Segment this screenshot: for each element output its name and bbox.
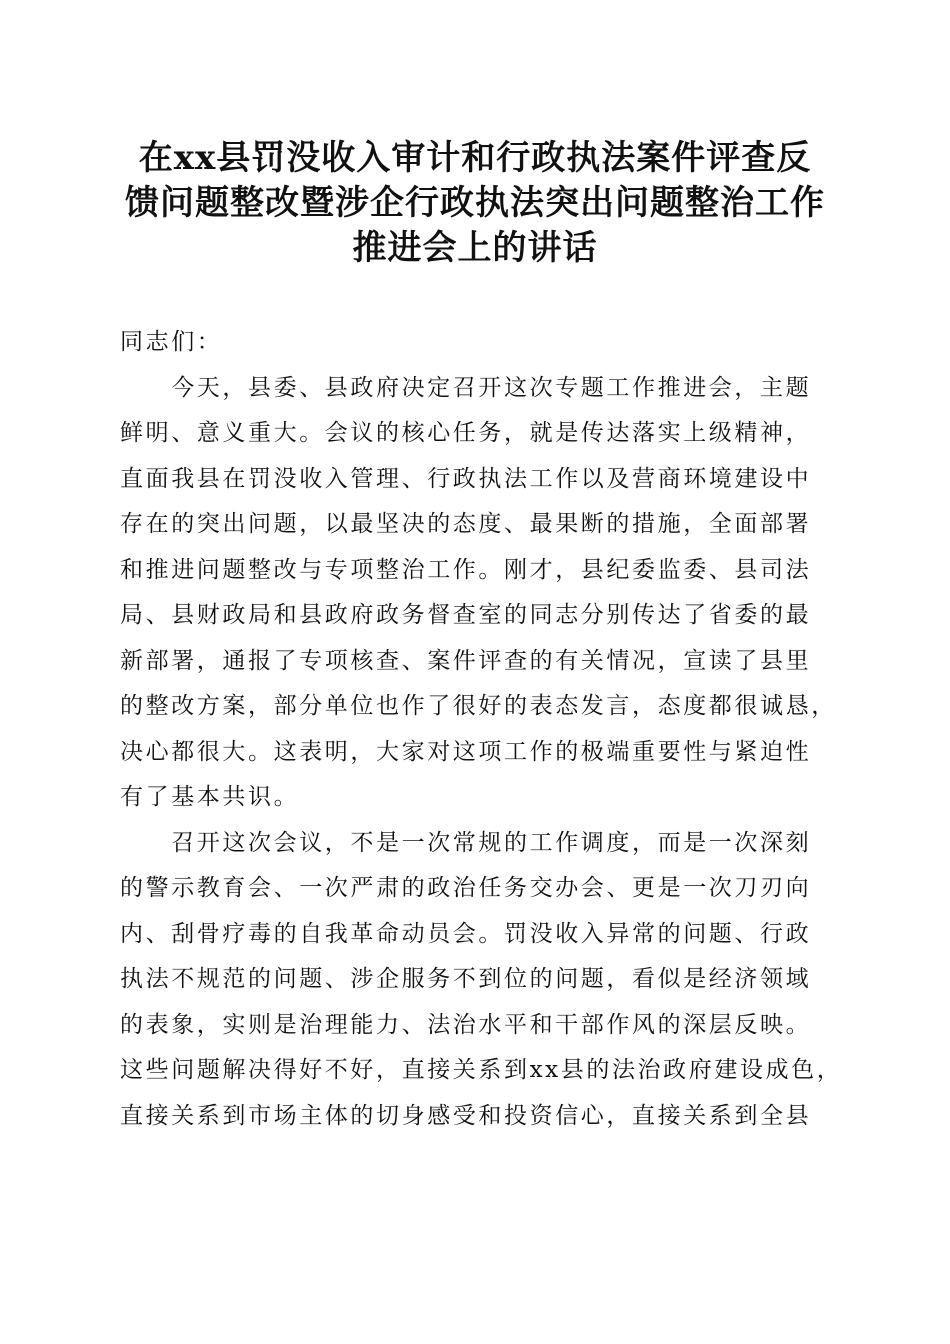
paragraph-line: 执法不规范的问题、涉企服务不到位的问题，看似是经济领域 <box>120 966 812 992</box>
title-line-2: 馈问题整改暨涉企行政执法突出问题整治工作 <box>125 183 825 223</box>
paragraph-line: 这些问题解决得好不好，直接关系到xx县的法治政府建设成色， <box>120 1057 843 1083</box>
document-body <box>120 320 843 1139</box>
paragraph-line: 内、刮骨疗毒的自我革命动员会。罚没收入异常的问题、行政 <box>120 920 812 947</box>
paragraph-line: 的警示教育会、一次严肃的政治任务交办会、更是一次刀刃向 <box>120 875 812 901</box>
paragraph-2 <box>120 821 843 1140</box>
salutation: 同志们： <box>120 329 223 355</box>
document-title <box>110 136 840 271</box>
paragraph-line: 的表象，实则是治理能力、法治水平和干部作风的深层反映。 <box>120 1011 812 1038</box>
paragraph-line: 决心都很大。这表明，大家对这项工作的极端重要性与紧迫性 <box>120 738 812 765</box>
paragraph-1 <box>120 366 840 821</box>
paragraph-line: 有了基本共识。 <box>120 784 300 810</box>
paragraph-line: 召开这次会议，不是一次常规的工作调度，而是一次深刻 <box>120 829 812 856</box>
title-line-1: 在xx县罚没收入审计和行政执法案件评查反 <box>138 138 812 178</box>
paragraph-line: 直接关系到市场主体的切身感受和投资信心，直接关系到全县 <box>120 1102 812 1129</box>
paragraph-line: 今天，县委、县政府决定召开这次专题工作推进会，主题 <box>120 374 812 401</box>
paragraph-line: 和推进问题整改与专项整治工作。刚才，县纪委监委、县司法 <box>120 556 812 583</box>
paragraph-line: 新部署，通报了专项核查、案件评查的有关情况，宣读了县里 <box>120 647 812 674</box>
paragraph-line: 的整改方案，部分单位也作了很好的表态发言，态度都很诚恳， <box>120 693 837 719</box>
paragraph-line: 局、县财政局和县政府政务督查室的同志分别传达了省委的最 <box>120 602 812 628</box>
paragraph-line: 鲜明、意义重大。会议的核心任务，就是传达落实上级精神， <box>120 420 812 446</box>
paragraph-line: 直面我县在罚没收入管理、行政执法工作以及营商环境建设中 <box>120 465 812 492</box>
paragraph-line: 存在的突出问题，以最坚决的态度、最果断的措施，全面部署 <box>120 511 812 537</box>
title-line-3: 推进会上的讲话 <box>352 228 598 268</box>
